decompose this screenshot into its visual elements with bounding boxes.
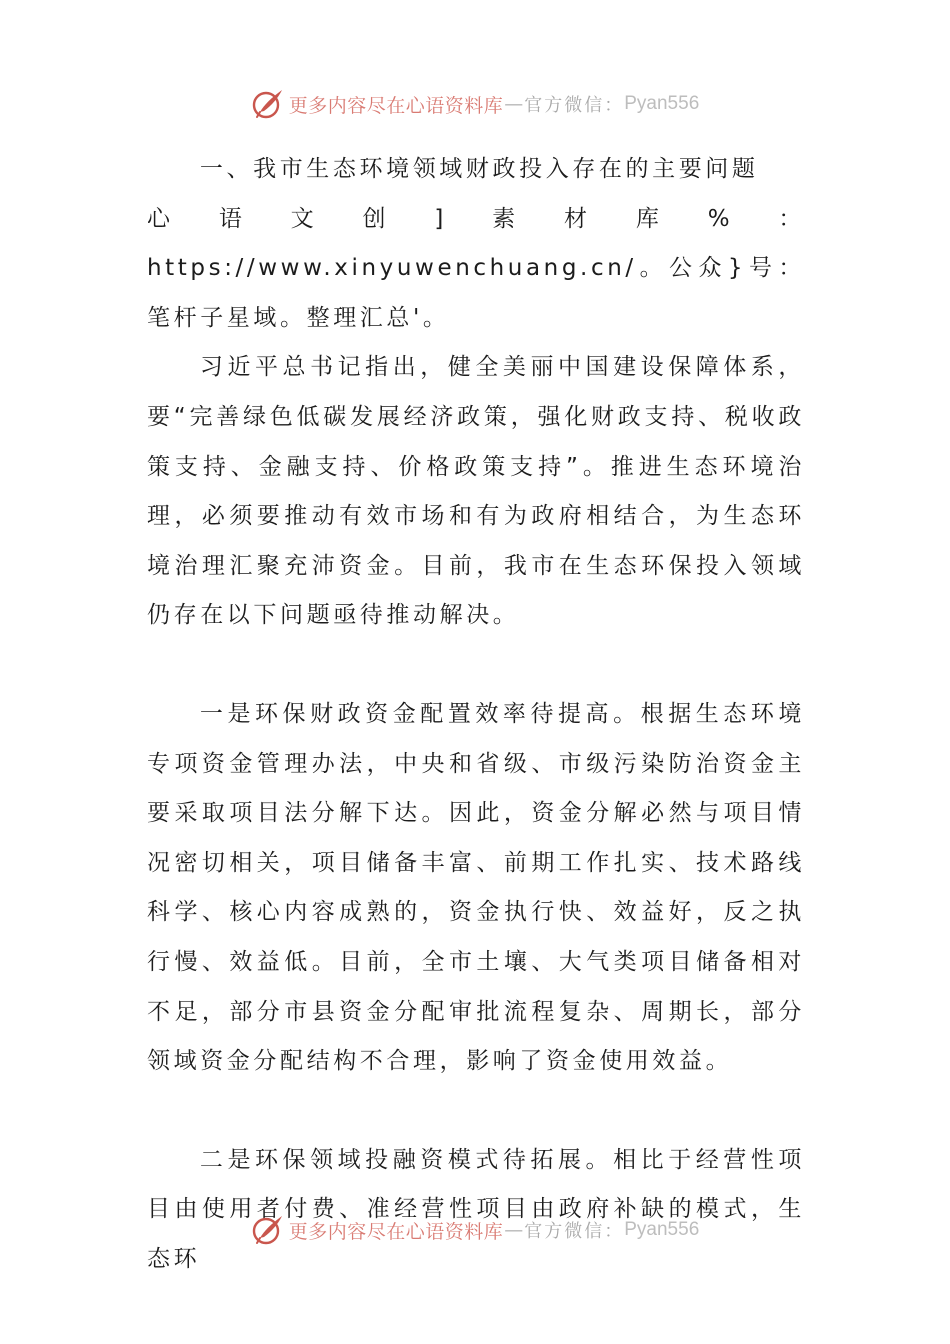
document-body <box>147 145 805 1284</box>
header-wechat-label: 官方微信： <box>524 95 625 116</box>
footer-brand-text: 更多内容尽在心语资料库 <box>288 1220 504 1243</box>
header-wechat-id: Pyan556 <box>624 93 700 114</box>
section-heading: 一、我市生态环境领域财政投入存在的主要问题 <box>199 156 759 182</box>
paragraph-intro: 习近平总书记指出，健全美丽中国建设保障体系，要“完善绿色低碳发展经济政策，强化财政支持、税收政策支持、金融支持、价格政策支持”。推进生态环境治理，必须要推动有效市场和有为政府相结合，为生态环境治理汇聚充沛资金。目前，我市在生态环保投入领域仍存在以下问题亟待推动解决。 <box>147 354 805 629</box>
footer-dash: — <box>504 1219 524 1241</box>
paragraph-point-two: 二是环保领域投融资模式待拓展。相比于经营性项目由使用者付费、准经营性项目由政府补缺的模式，生态环 <box>147 1146 805 1272</box>
header-brand-text: 更多内容尽在心语资料库 <box>288 94 504 117</box>
quill-logo-icon <box>251 87 285 121</box>
header-dash: — <box>504 93 524 115</box>
footer-wechat-id: Pyan556 <box>624 1219 700 1240</box>
quill-logo-icon <box>251 1213 285 1247</box>
header-banner <box>0 84 950 124</box>
footer-banner <box>0 1210 950 1250</box>
source-note: 心语文创]素材库%：https://www.xinyuwenchuang.cn/。公众}号：笔杆子星域。整理汇总'。 <box>147 205 805 331</box>
paragraph-point-one: 一是环保财政资金配置效率待提高。根据生态环境专项资金管理办法，中央和省级、市级污染防治资金主要采取项目法分解下达。因此，资金分解必然与项目情况密切相关，项目储备丰富、前期工作扎实、技术路线科学、核心内容成熟的，资金执行快、效益好，反之执行慢、效益低。目前，全市土壤、大气类项目储备相对不足，部分市县资金分配审批流程复杂、周期长，部分领域资金分配结构不合理，影响了资金使用效益。 <box>147 700 805 1075</box>
footer-wechat-label: 官方微信： <box>524 1221 625 1242</box>
